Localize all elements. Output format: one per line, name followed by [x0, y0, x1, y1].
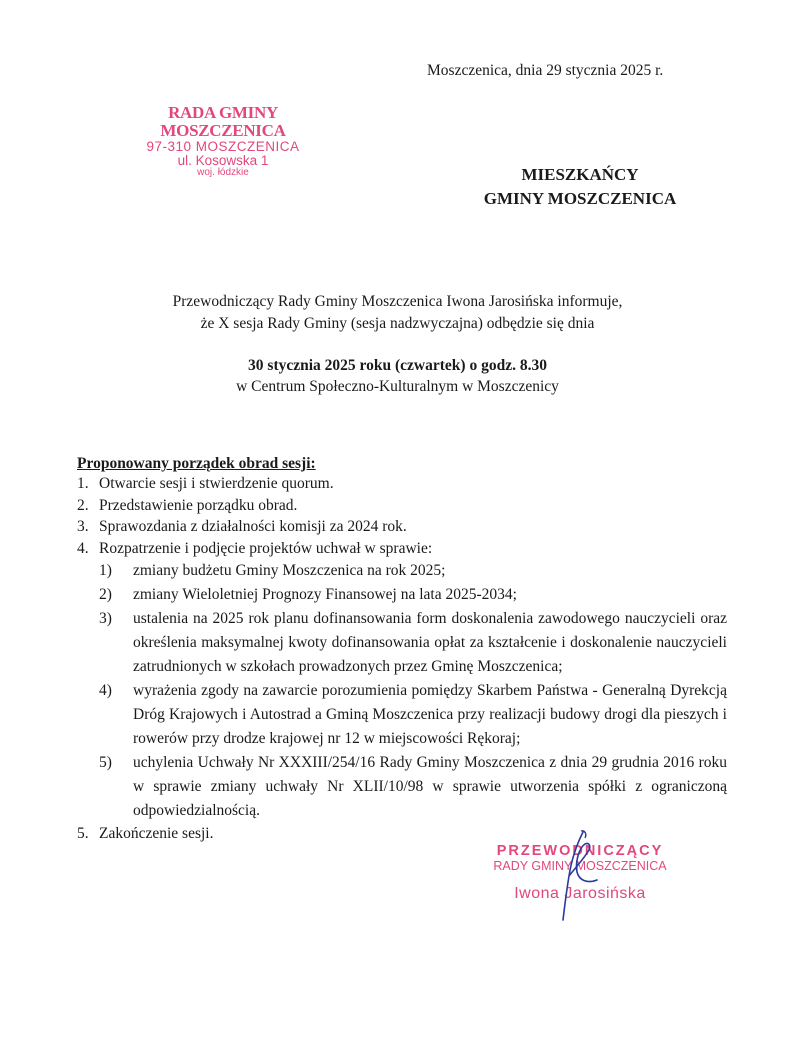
agenda-item	[77, 495, 727, 517]
agenda-item-text: Otwarcie sesji i stwierdzenie quorum.	[99, 475, 334, 492]
agenda-subitem-number: 1)	[99, 562, 112, 579]
agenda-item-text: Rozpatrzenie i podjęcie projektów uchwał w sprawie:	[99, 539, 433, 557]
agenda-item	[77, 538, 727, 560]
agenda	[77, 454, 727, 845]
agenda-item-number: 3.	[77, 518, 89, 535]
session-details	[100, 355, 695, 397]
agenda-item-number: 2.	[77, 496, 89, 514]
session-location: w Centrum Społeczno-Kulturalnym w Moszczenicy	[236, 378, 559, 395]
intro-paragraph	[100, 291, 695, 335]
agenda-item	[77, 823, 727, 845]
stamp-line-3: ul. Kosowska 1	[177, 152, 269, 168]
addressee-line-2: GMINY MOSZCZENICA	[483, 189, 677, 208]
council-stamp	[128, 104, 318, 179]
signature-body: RADY GMINY MOSZCZENICA	[493, 859, 667, 873]
agenda-subitem	[77, 679, 727, 751]
stamp-line-1: RADA GMINY MOSZCZENICA	[160, 103, 286, 140]
addressee-line-1: MIESZKAŃCY	[521, 165, 639, 184]
session-datetime: 30 stycznia 2025 roku (czwartek) o godz. 8.30	[248, 357, 547, 374]
agenda-subitem-text: zmiany budżetu Gminy Moszczenica na rok 2025;	[133, 562, 446, 579]
agenda-item-number: 5.	[77, 825, 89, 842]
agenda-subitem-text: zmiany Wieloletniej Prognozy Finansowej na lata 2025-2034;	[133, 586, 517, 603]
agenda-title: Proponowany porządek obrad sesji:	[77, 455, 316, 472]
agenda-item-number: 1.	[77, 475, 89, 492]
stamp-line-2: 97-310 MOSZCZENICA	[146, 138, 300, 154]
agenda-item	[77, 473, 727, 495]
agenda-subitem	[77, 751, 727, 823]
agenda-item-number: 4.	[77, 539, 89, 557]
intro-line-1: Przewodniczący Rady Gminy Moszczenica Iwona Jarosińska informuje,	[172, 293, 623, 310]
addressee	[440, 163, 720, 211]
handwritten-signature-icon	[545, 828, 615, 923]
agenda-item-text: Przedstawienie porządku obrad.	[99, 496, 298, 514]
agenda-subitem-number: 5)	[99, 754, 112, 771]
intro-line-2: że X sesja Rady Gminy (sesja nadzwyczajna) odbędzie się dnia	[200, 315, 595, 332]
agenda-subitem-text: uchylenia Uchwały Nr XXXIII/254/16 Rady Gminy Moszczenica z dnia 29 grudnia 2016 roku w sprawie zmiany uchwały Nr XLII/10/98 w sprawie utworzenia spółki z ograniczoną odpowiedzialnością.	[133, 754, 727, 819]
agenda-subitem-number: 2)	[99, 586, 112, 603]
agenda-item-text: Zakończenie sesji.	[99, 825, 214, 842]
agenda-item	[77, 516, 727, 538]
signature-title: PRZEWODNICZĄCY	[496, 843, 664, 859]
place-date: Moszczenica, dnia 29 stycznia 2025 r.	[427, 62, 664, 79]
agenda-subitem-text: ustalenia na 2025 rok planu dofinansowania form doskonalenia zawodowego nauczycieli oraz określenia maksymalnej kwoty dofinansowania opłat za kształcenie i doskonalenie nauczycieli zatrudnionych w szkołach prowadzonych przez Gminę Moszczenica;	[133, 610, 727, 675]
agenda-subitem	[77, 607, 727, 679]
signature-name: Iwona Jarosińska	[514, 885, 646, 902]
stamp-line-4: woj. łódzkie	[197, 167, 249, 179]
agenda-subitem-number: 4)	[99, 682, 112, 699]
agenda-subitem	[77, 559, 727, 583]
agenda-subitem-number: 3)	[99, 610, 112, 627]
agenda-subitem	[77, 583, 727, 607]
agenda-subitem-text: wyrażenia zgody na zawarcie porozumienia pomiędzy Skarbem Państwa - Generalną Dyrekcją Dróg Krajowych i Autostrad a Gminą Moszczenica przy realizacji budowy drogi dla pieszych i rowerów przy drodze krajowej nr 12 w miejscowości Rękoraj;	[133, 682, 727, 747]
agenda-item-text: Sprawozdania z działalności komisji za 2024 rok.	[99, 518, 407, 535]
